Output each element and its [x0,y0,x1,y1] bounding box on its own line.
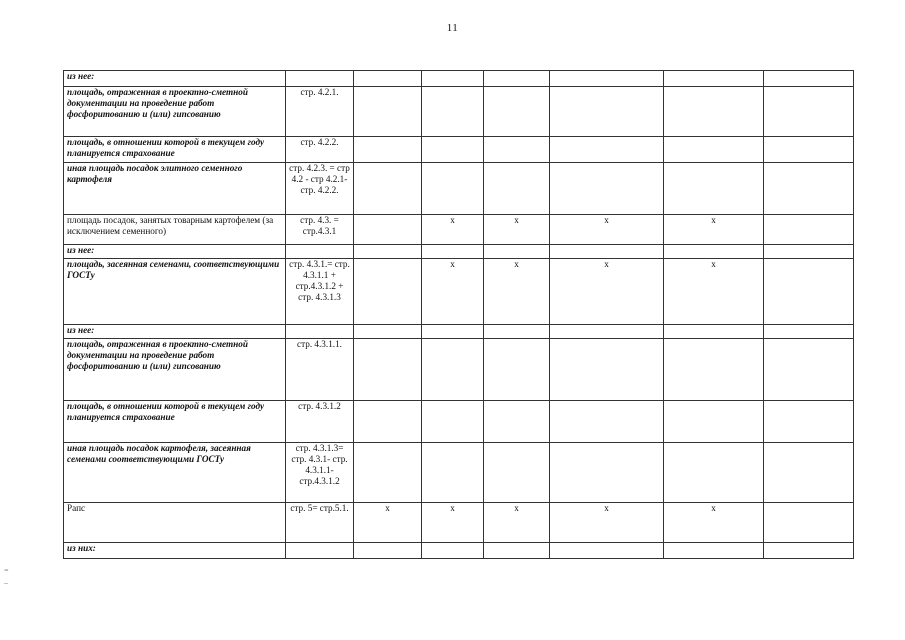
row-label: иная площадь посадок картофеля, засеянная семенами соответствующими ГОСТу [64,443,286,503]
margin-mark: – [4,578,8,587]
mark-cell [550,163,664,215]
mark-cell [354,137,422,163]
mark-cell [484,339,550,401]
mark-cell: x [422,503,484,543]
mark-cell [422,339,484,401]
page-number: 11 [446,22,459,34]
row-label: Рапс [64,503,286,543]
mark-cell [664,325,764,339]
mark-cell [664,443,764,503]
mark-cell [484,87,550,137]
mark-cell [764,543,854,559]
mark-cell [354,87,422,137]
mark-cell [484,325,550,339]
mark-cell: x [422,259,484,325]
row-label: из нее: [64,71,286,87]
mark-cell: x [664,503,764,543]
row-reference [286,245,354,259]
mark-cell [354,215,422,245]
table-row [64,339,854,401]
mark-cell: x [484,215,550,245]
mark-cell [484,401,550,443]
mark-cell [484,163,550,215]
mark-cell: x [664,215,764,245]
row-label: из нее: [64,325,286,339]
mark-cell [664,543,764,559]
mark-cell: x [550,503,664,543]
row-label: из них: [64,543,286,559]
mark-cell [764,71,854,87]
mark-cell [354,401,422,443]
mark-cell [664,163,764,215]
mark-cell [354,163,422,215]
table-body [64,71,854,559]
mark-cell [764,87,854,137]
table-row [64,71,854,87]
mark-cell [484,443,550,503]
table-row [64,245,854,259]
mark-cell [422,543,484,559]
mark-cell: x [664,259,764,325]
mark-cell: x [550,259,664,325]
mark-cell [764,401,854,443]
mark-cell [764,339,854,401]
table-row [64,543,854,559]
row-reference: стр. 4.2.2. [286,137,354,163]
table-row [64,503,854,543]
mark-cell [764,325,854,339]
mark-cell [764,163,854,215]
mark-cell [764,245,854,259]
row-label: площадь, отраженная в проектно-сметной документации на проведение работ фосфоритованию и (или) гипсованию [64,87,286,137]
row-label: иная площадь посадок элитного семенного картофеля [64,163,286,215]
row-reference: стр. 4.2.3. = стр 4.2 - стр 4.2.1-стр. 4.2.2. [286,163,354,215]
mark-cell [422,71,484,87]
mark-cell [354,543,422,559]
mark-cell [664,71,764,87]
row-reference [286,325,354,339]
mark-cell [664,245,764,259]
mark-cell [764,503,854,543]
mark-cell [550,87,664,137]
mark-cell [550,245,664,259]
mark-cell [422,245,484,259]
table-row [64,163,854,215]
mark-cell [764,259,854,325]
row-reference: стр. 4.3.1.3= стр. 4.3.1- стр. 4.3.1.1- стр.4.3.1.2 [286,443,354,503]
mark-cell [764,443,854,503]
mark-cell [354,443,422,503]
row-label: из нее: [64,245,286,259]
mark-cell [354,325,422,339]
row-label: площадь, отраженная в проектно-сметной документации на проведение работ фосфоритованию и (или) гипсованию [64,339,286,401]
mark-cell [354,245,422,259]
mark-cell: x [484,259,550,325]
mark-cell [484,137,550,163]
row-label: площадь, в отношении которой в текущем году планируется страхование [64,401,286,443]
mark-cell [484,71,550,87]
mark-cell [422,163,484,215]
mark-cell [664,401,764,443]
row-reference: стр. 4.3.1.= стр. 4.3.1.1 + стр.4.3.1.2 + стр. 4.3.1.3 [286,259,354,325]
row-reference: стр. 4.3.1.1. [286,339,354,401]
row-label: площадь, в отношении которой в текущем году планируется страхование [64,137,286,163]
row-reference: стр. 4.3.1.2 [286,401,354,443]
mark-cell [550,71,664,87]
mark-cell [550,443,664,503]
mark-cell [422,325,484,339]
row-label: площадь посадок, занятых товарным картофелем (за исключением семенного) [64,215,286,245]
mark-cell [664,137,764,163]
mark-cell [354,339,422,401]
mark-cell [764,137,854,163]
mark-cell: x [422,215,484,245]
mark-cell: x [354,503,422,543]
mark-cell [484,543,550,559]
table-row [64,259,854,325]
mark-cell [422,137,484,163]
table-row [64,325,854,339]
mark-cell [550,339,664,401]
table-row [64,401,854,443]
mark-cell: x [484,503,550,543]
mark-cell [354,259,422,325]
data-table [63,70,854,559]
row-label: площадь, засеянная семенами, соответствующими ГОСТу [64,259,286,325]
mark-cell [550,325,664,339]
mark-cell [422,401,484,443]
mark-cell [550,137,664,163]
table-row [64,443,854,503]
mark-cell: x [550,215,664,245]
mark-cell [764,215,854,245]
row-reference [286,543,354,559]
row-reference: стр. 5= стр.5.1. [286,503,354,543]
row-reference: стр. 4.3. = стр.4.3.1 [286,215,354,245]
table-row [64,137,854,163]
row-reference: стр. 4.2.1. [286,87,354,137]
table-row [64,215,854,245]
table-row [64,87,854,137]
mark-cell [422,87,484,137]
mark-cell [550,543,664,559]
mark-cell [422,443,484,503]
mark-cell [484,245,550,259]
mark-cell [550,401,664,443]
mark-cell [664,87,764,137]
mark-cell [664,339,764,401]
margin-mark: = [4,566,9,575]
mark-cell [354,71,422,87]
row-reference [286,71,354,87]
